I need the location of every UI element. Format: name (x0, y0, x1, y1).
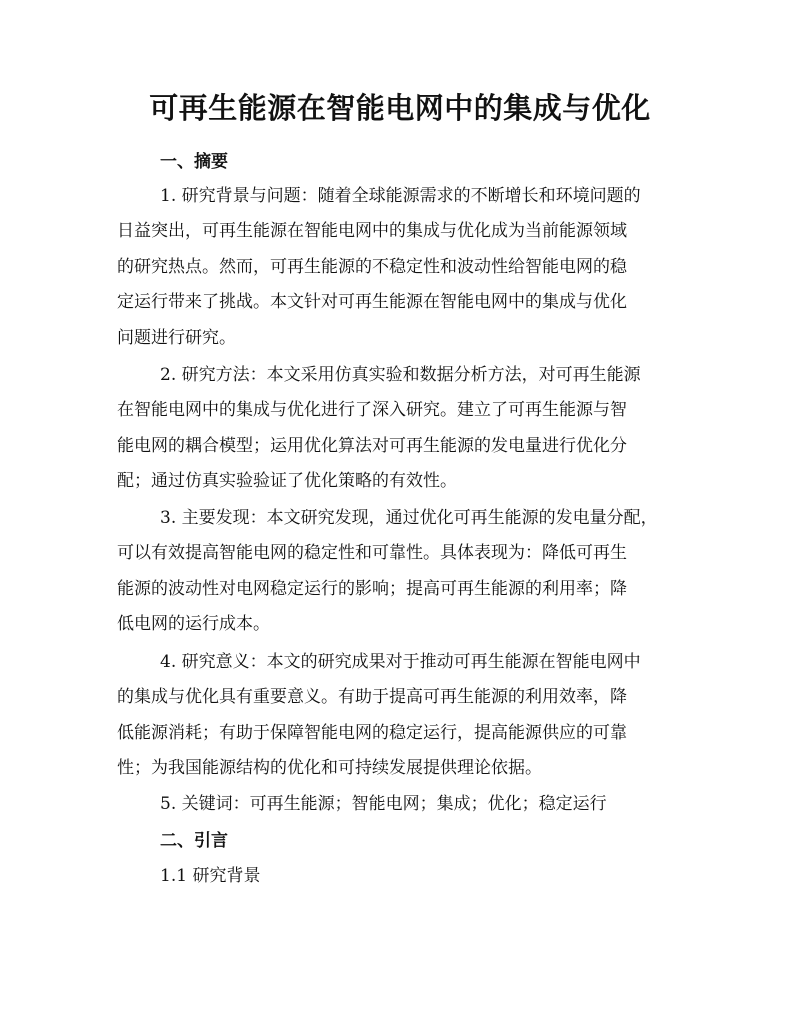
text-line: 3. 主要发现：本文研究发现，通过优化可再生能源的发电量分配， (160, 508, 658, 528)
text-line: 配；通过仿真实验验证了优化策略的有效性。 (117, 471, 457, 492)
text-line: 性；为我国能源结构的优化和可持续发展提供理论依据。 (117, 758, 542, 779)
text-line: 的研究热点。然而，可再生能源的不稳定性和波动性给智能电网的稳 (117, 256, 627, 277)
text-line: 能电网的耦合模型；运用优化算法对可再生能源的发电量进行优化分 (117, 435, 627, 456)
text-line: 低能源消耗；有助于保障智能电网的稳定运行，提高能源供应的可靠 (117, 722, 627, 743)
section-heading-abstract: 一、摘要 (160, 152, 228, 172)
text-line: 问题进行研究。 (117, 327, 236, 348)
abstract-paragraph-findings (117, 501, 683, 643)
abstract-paragraph-significance (117, 645, 683, 787)
text-line: 2. 研究方法：本文采用仿真实验和数据分析方法，对可再生能源 (160, 365, 641, 385)
text-line: 5. 关键词：可再生能源；智能电网；集成；优化；稳定运行 (160, 794, 607, 814)
text-line: 能源的波动性对电网稳定运行的影响；提高可再生能源的利用率；降 (117, 578, 627, 599)
abstract-paragraph-methods (117, 358, 683, 500)
text-line: 1. 研究背景与问题：随着全球能源需求的不断增长和环境问题的 (160, 186, 641, 206)
text-line: 日益突出，可再生能源在智能电网中的集成与优化成为当前能源领域 (117, 221, 627, 242)
text-line: 低电网的运行成本。 (117, 614, 270, 635)
text-line: 的集成与优化具有重要意义。有助于提高可再生能源的利用效率，降 (117, 687, 627, 708)
text-line: 定运行带来了挑战。本文针对可再生能源在智能电网中的集成与优化 (117, 292, 627, 313)
document-title: 可再生能源在智能电网中的集成与优化 (149, 91, 651, 125)
text-line: 4. 研究意义：本文的研究成果对于推动可再生能源在智能电网中 (160, 652, 641, 672)
text-line: 可以有效提高智能电网的稳定性和可靠性。具体表现为：降低可再生 (117, 543, 627, 564)
abstract-paragraph-background (117, 179, 683, 356)
text-line: 在智能电网中的集成与优化进行了深入研究。建立了可再生能源与智 (117, 400, 627, 421)
subsection-heading-background: 1.1 研究背景 (160, 866, 261, 886)
abstract-paragraph-keywords (117, 787, 683, 822)
section-heading-introduction: 二、引言 (160, 831, 228, 851)
